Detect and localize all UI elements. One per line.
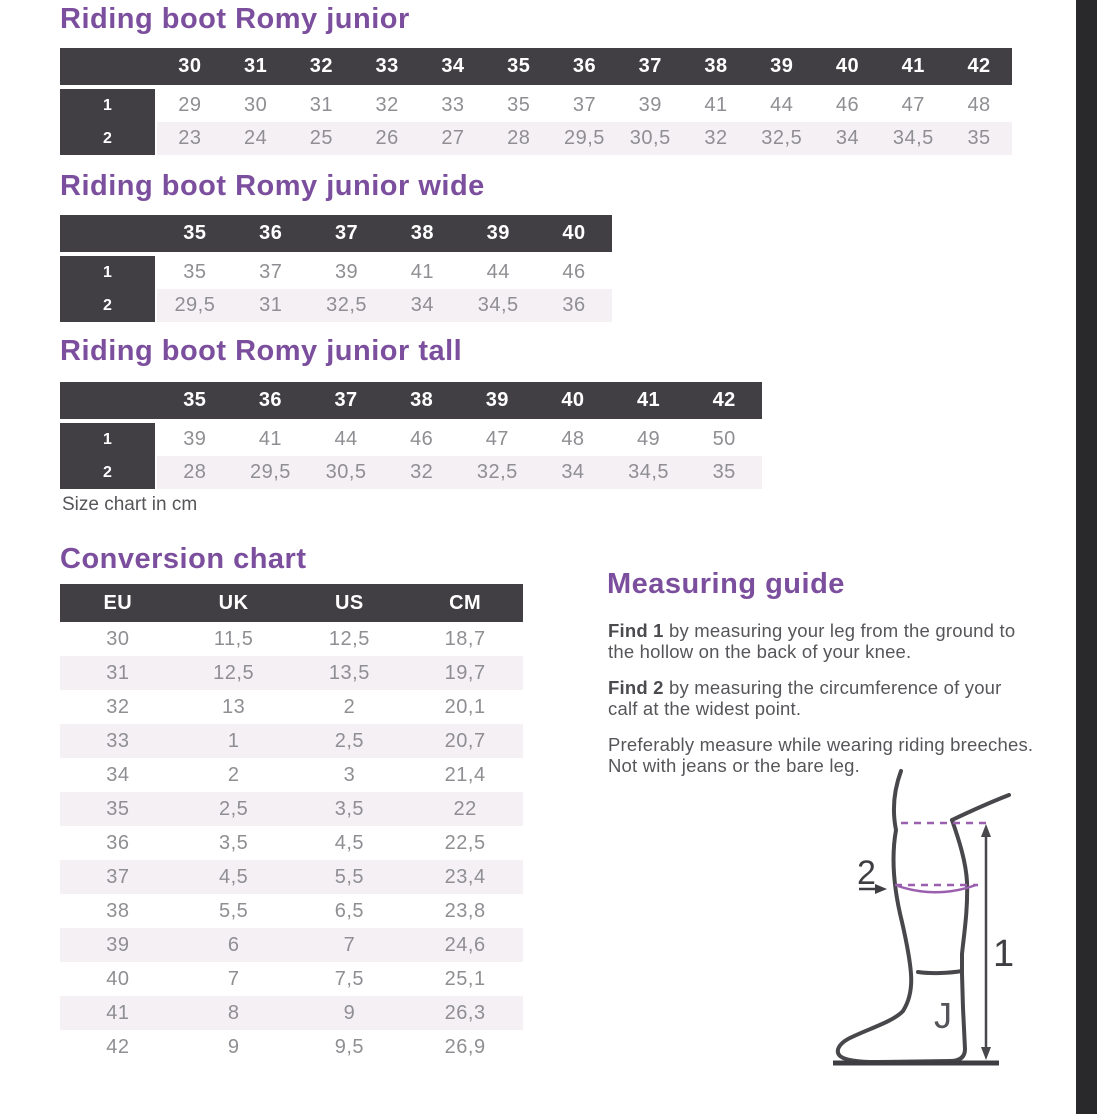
conversion-cell: 23,8 [444,899,486,922]
measuring-paragraph-2 [608,677,1036,719]
conversion-cell: 34 [106,763,130,786]
size-value-cell: 50 [712,428,736,450]
size-unit-note: Size chart in cm [62,494,198,515]
size-value-cell: 48 [561,428,585,450]
measuring-guide-title: Measuring guide [607,568,845,600]
conversion-cell: 3,5 [334,797,365,820]
size-table-junior-wide [60,215,612,322]
size-value-cell: 46 [562,261,586,283]
size-value-cell: 27 [441,127,465,149]
size-header-cell: 37 [334,389,358,411]
conversion-cell: 42 [106,1035,130,1058]
row-values [157,122,1012,155]
conversion-cell: 22 [453,797,477,820]
size-value-cell: 46 [835,94,860,116]
size-value-cell: 28 [183,461,207,483]
conversion-cell: 13,5 [328,661,370,684]
size-value-cell: 31 [309,94,334,116]
conversion-cell: 4,5 [334,831,365,854]
size-table-junior [60,48,1012,155]
leg-measurement-illustration [815,768,1025,1098]
conversion-cell: 1 [227,729,240,752]
table1-title: Riding boot Romy junior [60,3,410,35]
table-row [60,860,523,894]
conversion-cell: 2 [227,763,240,786]
table-row [60,928,523,962]
size-header-cell: 39 [770,55,794,77]
size-header-cell: 35 [507,55,531,77]
conversion-cell: 6 [227,933,240,956]
conversion-cell: 11,5 [213,627,254,650]
height-arrow [981,824,991,1060]
conversion-cell: 38 [106,899,130,922]
size-value-cell: 30,5 [629,127,671,149]
size-value-cell: 26 [375,127,399,149]
table-row [60,456,762,489]
conversion-cell: 9 [343,1001,356,1024]
size-value-cell: 37 [572,94,597,116]
conversion-cell: 40 [106,967,130,990]
size-value-cell: 34,5 [892,127,934,149]
conversion-cell: 37 [106,865,130,888]
conversion-cell: 3,5 [218,831,249,854]
size-value-cell: 35 [967,127,991,149]
conversion-chart-title: Conversion chart [60,543,307,575]
size-header-row [60,48,1012,85]
size-value-cell: 46 [410,428,434,450]
conversion-cell: 36 [106,831,130,854]
row-label: 2 [60,456,155,489]
size-header-cell: 38 [704,55,728,77]
size-value-cell: 44 [770,94,794,116]
table-row [60,622,523,656]
conversion-cell: 2,5 [218,797,249,820]
conversion-cell: 5,5 [218,899,249,922]
size-value-cell: 47 [485,428,509,450]
size-value-cell: 32 [375,94,399,116]
find-2-label: Find 2 [608,677,664,698]
size-value-cell: 29,5 [564,127,605,149]
row-label: 1 [60,256,155,289]
conversion-cell: 6,5 [334,899,365,922]
table-row [60,89,1012,122]
conversion-cell: 7,5 [334,967,365,990]
size-value-cell: 28 [507,127,531,149]
conversion-cell: 13 [222,695,246,718]
size-header-cell: 38 [410,389,434,411]
size-value-cell: 47 [901,94,925,116]
table-row [60,792,523,826]
table3-title: Riding boot Romy junior tall [60,335,463,367]
row-values [157,456,762,489]
size-header-cell: 42 [967,55,991,77]
size-value-cell: 31 [259,294,283,316]
conversion-cell: 12,5 [328,627,370,650]
size-value-cell: 35 [507,94,531,116]
conversion-header-cell: CM [449,591,482,614]
size-header-row [60,215,612,252]
find-2-text: by measuring the circumference of your calf at the widest point. [608,677,1002,719]
size-header-cell: 37 [638,55,662,77]
conversion-cell: 23,4 [444,865,486,888]
size-header-cell: 34 [441,55,465,77]
conversion-cell: 22,5 [444,831,486,854]
measuring-guide-text [608,620,1036,791]
size-header-cell: 32 [309,55,334,77]
ankle-mark: J [934,995,952,1036]
table-row [60,826,523,860]
conversion-cell: 25,1 [444,967,486,990]
size-header-cell: 39 [485,389,509,411]
conversion-cell: 30 [106,627,130,650]
table-row [60,724,523,758]
size-value-cell: 29,5 [249,461,291,483]
size-value-cell: 34 [410,294,435,316]
size-header-cell: 39 [486,222,510,244]
size-header-cell: 42 [712,389,736,411]
size-value-cell: 37 [259,261,283,283]
row-values [157,423,762,456]
table-row [60,1030,523,1064]
size-value-cell: 32,5 [476,461,518,483]
table2-title: Riding boot Romy junior wide [60,170,485,202]
conversion-cell: 33 [106,729,130,752]
label-2: 2 [857,854,876,892]
conversion-cell: 39 [106,933,130,956]
size-value-cell: 32 [410,461,434,483]
conversion-cell: 35 [106,797,130,820]
table-row [60,289,612,322]
conversion-cell: 9 [227,1035,240,1058]
size-value-cell: 29 [178,94,202,116]
size-value-cell: 32 [704,127,728,149]
conversion-cell: 9,5 [334,1035,365,1058]
conversion-header-cell: EU [103,591,133,614]
conversion-table [60,584,523,1064]
window-edge-strip [1076,0,1097,1114]
size-value-cell: 39 [334,261,359,283]
table-row [60,894,523,928]
row-label: 1 [60,423,155,456]
conversion-header-cell: US [334,591,364,614]
header-corner-cell [60,215,157,252]
size-header-cell: 40 [562,222,586,244]
row-label: 2 [60,289,155,322]
conversion-cell: 20,7 [444,729,486,752]
size-value-cell: 49 [636,428,661,450]
size-header-cell: 31 [244,55,268,77]
size-header-cell: 35 [183,389,207,411]
row-label: 2 [60,122,155,155]
find-1-text: by measuring your leg from the ground to the hollow on the back of your knee. [608,620,1016,662]
leg-outline [838,771,1009,1062]
size-header-cell: 36 [572,55,597,77]
conversion-cell: 18,7 [444,627,486,650]
size-header-cell: 36 [259,222,283,244]
size-value-cell: 39 [183,428,207,450]
size-value-cell: 34 [561,461,585,483]
size-value-cell: 36 [562,294,586,316]
conversion-cell: 7 [227,967,240,990]
size-header-cell: 33 [375,55,399,77]
conversion-cell: 24,6 [444,933,486,956]
header-corner-cell [60,382,157,419]
conversion-cell: 32 [106,695,130,718]
size-header-cell: 40 [561,389,585,411]
table-row [60,690,523,724]
conversion-cell: 4,5 [218,865,249,888]
size-value-cell: 34 [835,127,860,149]
conversion-cell: 26,3 [444,1001,486,1024]
size-value-cell: 34,5 [477,294,519,316]
conversion-cell: 41 [106,1001,130,1024]
size-header-cell: 35 [183,222,207,244]
table-row [60,962,523,996]
table-row [60,256,612,289]
size-value-cell: 39 [638,94,662,116]
size-header-cell: 38 [410,222,435,244]
size-value-cell: 30,5 [325,461,367,483]
size-value-cell: 35 [712,461,736,483]
conversion-cell: 21,4 [444,763,486,786]
size-header-cell: 30 [178,55,202,77]
conversion-cell: 2,5 [334,729,365,752]
table-row [60,656,523,690]
size-value-cell: 34,5 [628,461,670,483]
row-values [157,89,1012,122]
conversion-header-row [60,584,523,622]
size-value-cell: 35 [183,261,207,283]
find-1-label: Find 1 [608,620,664,641]
size-value-cell: 44 [486,261,510,283]
size-header-cell: 41 [636,389,661,411]
size-value-cell: 25 [309,127,334,149]
conversion-cell: 8 [227,1001,240,1024]
conversion-cell: 7 [343,933,356,956]
label-1: 1 [993,933,1015,975]
size-value-cell: 30 [244,94,268,116]
size-header-cell: 36 [258,389,283,411]
size-header-cell: 41 [901,55,925,77]
conversion-cell: 20,1 [444,695,486,718]
size-value-cell: 41 [258,428,283,450]
size-value-cell: 29,5 [174,294,216,316]
size-value-cell: 24 [244,127,268,149]
sock-line [918,971,962,973]
table-row [60,996,523,1030]
size-header-row [60,382,762,419]
conversion-cell: 26,9 [444,1035,486,1058]
size-value-cell: 23 [178,127,202,149]
size-header-cell: 40 [835,55,860,77]
row-values [157,289,612,322]
conversion-cell: 2 [343,695,356,718]
conversion-cell: 31 [106,661,130,684]
conversion-cell: 3 [343,763,356,786]
table-row [60,122,1012,155]
size-header-cell: 37 [334,222,359,244]
size-value-cell: 32,5 [326,294,368,316]
conversion-header-cell: UK [218,591,249,614]
size-value-cell: 33 [441,94,465,116]
size-value-cell: 41 [704,94,728,116]
row-label: 1 [60,89,155,122]
measurement-marks [895,823,987,892]
table-row [60,758,523,792]
size-value-cell: 32,5 [761,127,803,149]
header-corner-cell [60,48,157,85]
breeches-note-text: Preferably measure while wearing riding breeches. Not with jeans or the bare leg. [608,734,1034,776]
table-row [60,423,762,456]
conversion-cell: 19,7 [444,661,486,684]
size-value-cell: 48 [967,94,991,116]
size-table-junior-tall [60,382,762,489]
size-value-cell: 41 [410,261,435,283]
measuring-paragraph-1 [608,620,1036,662]
conversion-cell: 12,5 [213,661,255,684]
conversion-cell: 5,5 [334,865,365,888]
row-values [157,256,612,289]
size-value-cell: 44 [334,428,358,450]
